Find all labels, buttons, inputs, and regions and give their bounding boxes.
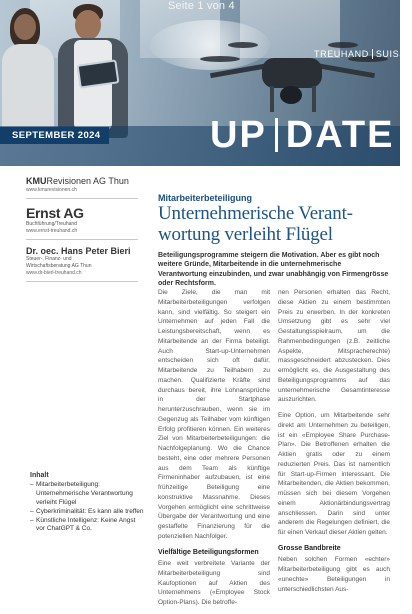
paragraph: Neben solchen Formen «echter» Mitarbeiterbeteiligung gibt es auch «unechte» Beteiligungen in unterschiedlichsten Aus-: [278, 556, 390, 593]
article-column-1: [158, 288, 270, 614]
update-divider: [275, 118, 278, 152]
article-headline: Unternehmerische Verantwortung verleiht Flügel: [158, 203, 353, 245]
paragraph: nen Personen erhalten das Recht, diese Aktien zu einem bestimmten Preis zu erwerben. In der konkreten Umsetzung gibt es sehr viel Gestaltungsspielraum, um die Rahmenbedingungen (z.B. zeitliche Aspekte, Mitspracherechte) massgeschneidert abzustecken. Dies ermöglicht es, die Ausgestaltung des Beteiligungsprogramms auf das unternehmerische Gesamtinteresse auszurichten.: [278, 289, 390, 404]
firm-url[interactable]: www.kmurevisionen.ch: [26, 187, 77, 193]
brand-left: TREUHAND: [314, 49, 369, 59]
paragraph: Eine weit verbreitete Variante der Mitarbeiterbeteiligung sind Kaufoptionen auf Aktien des Unternehmens («Employee Stock Option-Plans). Die betroffe-: [158, 560, 270, 606]
firm-bieri: [26, 240, 138, 282]
toc-item[interactable]: – Mitarbeiterbeteiligung: Unternehmerische Verantwortung verleiht Flügel: [30, 481, 133, 506]
subheading: Vielfältige Beteiligungsformen: [158, 548, 259, 556]
firm-list: [26, 176, 138, 282]
article-lead: Beteiligungsprogramme steigern die Motivation. Aber es gibt noch weitere Gründe, Mitarbeitende in die unternehmerische Verantwortung einzubinden, und zwar unabhängig von Firmengrösse oder Rechtsform.: [158, 252, 389, 288]
toc-item[interactable]: – Cyberkriminalität: Es kann alle treffen: [30, 507, 144, 515]
firm-subtitle: Buchführung/Treuhand: [26, 221, 77, 227]
article-kicker: Mitarbeiterbeteiligung: [158, 193, 253, 203]
firm-subtitle: Wirtschaftsberatung AG Thun: [26, 262, 92, 269]
brand-logo: [314, 49, 412, 59]
update-left: UP: [210, 114, 267, 156]
firm-url[interactable]: www.ernst-treuhand.ch: [26, 228, 78, 235]
date-badge: SEPTEMBER 2024: [0, 127, 109, 144]
paragraph: Eine Option, um Mitarbeitende sehr direkt am Unternehmen zu beteiligen, ist ein «Employee Share Purchase-Plan». Die Betroffenen erhalten die Aktien gratis oder zu einem reduzierten Preis. Das ist namentlich für Start-up-Firmen interessant. Die Mitarbeitenden, die Aktien bekommen, müssen sich bei diesem Vorgehen einem Aktionärbindungsvertrag anschliessen. Darin sind unter anderem die Regelungen definiert, die für einen Verkauf dieser Aktien gelten.: [278, 412, 390, 536]
drone-illustration: [200, 28, 390, 128]
firm-kmu: [26, 176, 138, 199]
article-column-2: [278, 288, 390, 600]
update-title: [210, 116, 394, 154]
brand-right: SUISSE: [375, 49, 412, 59]
firm-name: Ernst AG: [26, 205, 84, 221]
brand-divider: [372, 49, 373, 59]
subheading: Grosse Bandbreite: [278, 544, 341, 552]
firm-subtitle: Steuer-, Finanz- und: [26, 256, 72, 263]
paragraph: Die Ziele, die man mit Mitarbeiterbeteiligungen verfolgen kann, sind vielfältig. So steigert ein Unternehmen auf jeden Fall die Leistungsbereitschaft, wenn es Mitarbeitende an der Firma beteiligt. Auch Start-up-Unternehmen entscheiden sich oft dafür, Mitarbeitende zu Teilhabern zu machen. Qualifizierte Kräfte sind durchaus bereit, ihre Lohnansprüche in der Startphase herunterzuschrauben, wenn sie im Gegenzug als Teilhaber vom künftigen Erfolg profitieren können. Ein weiteres Ziel von Mitarbeiterbeteiligungen: die Nachfolgeplanung. Wo die Chance besteht, eine oder mehrere Personen aus dem Team als künftige Firmeninhaber aufzubauen, ist eine frühzeitige Beteiligung eine konstruktive Massnahme. Dieses Vorgehen ermöglicht eine schrittweise Übergabe der Verantwortung und eine gestaffelte Finanzierung für die potenziellen Nachfolger.: [158, 289, 270, 540]
page-indicator: Seite 1 von 4: [168, 0, 235, 12]
firm-ernst: [26, 199, 138, 240]
firm-url[interactable]: www.dr-bieri-treuhand.ch: [26, 269, 82, 276]
table-of-contents: [30, 471, 145, 534]
firm-name: KMURevisionen AG Thun: [26, 176, 129, 186]
toc-item[interactable]: – Künstliche Intelligenz: Keine Angst vor ChatGPT & Co.: [30, 516, 136, 533]
toc-title: Inhalt: [30, 472, 49, 479]
firm-name: Dr. oec. Hans Peter Bieri: [26, 246, 131, 257]
update-right: DATE: [285, 114, 395, 156]
